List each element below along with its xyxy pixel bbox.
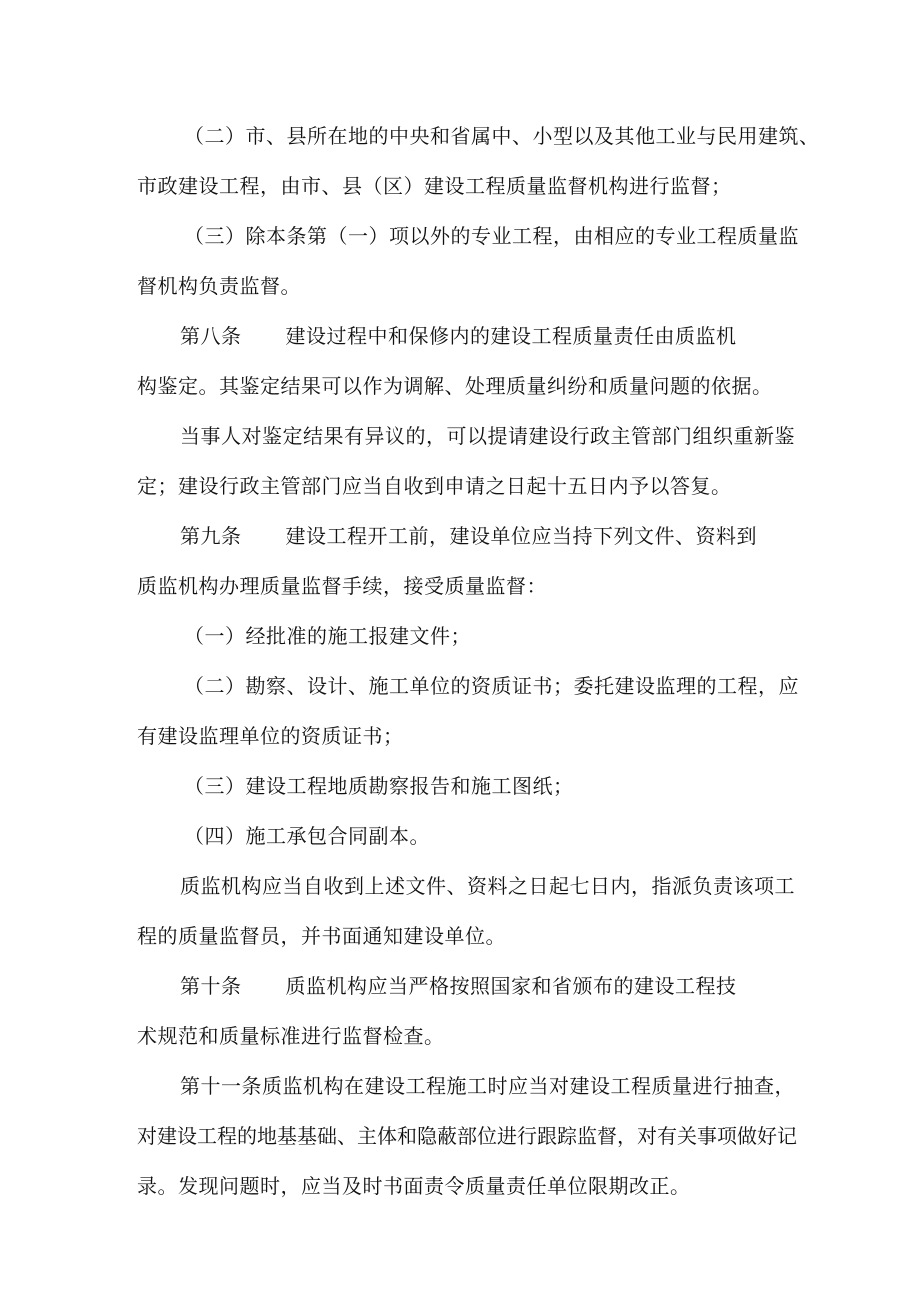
- paragraph-line: 程的质量监督员，并书面通知建设单位。: [137, 924, 506, 948]
- paragraph-line: 第十一条质监机构在建设工程施工时应当对建设工程质量进行抽查，: [180, 1074, 795, 1098]
- paragraph-line: 构鉴定。其鉴定结果可以作为调解、处理质量纠纷和质量问题的依据。: [137, 374, 773, 398]
- paragraph-line: （三）建设工程地质勘察报告和施工图纸；: [184, 774, 574, 798]
- paragraph-line: 质监机构应当自收到上述文件、资料之日起七日内，指派负责该项工: [180, 874, 795, 898]
- article-text: 建设过程中和保修内的建设工程质量责任由质监机: [285, 324, 737, 348]
- paragraph-line: （二）勘察、设计、施工单位的资质证书；委托建设监理的工程，应: [184, 674, 799, 698]
- article-text: 建设工程开工前，建设单位应当持下列文件、资料到: [285, 524, 757, 548]
- article-label: 第九条: [180, 524, 242, 548]
- article-line: [180, 524, 757, 548]
- paragraph-line: 对建设工程的地基基础、主体和隐蔽部位进行跟踪监督，对有关事项做好记: [137, 1124, 797, 1148]
- paragraph-line: （三）除本条第（一）项以外的专业工程，由相应的专业工程质量监: [184, 224, 799, 248]
- paragraph-line: （二）市、县所在地的中央和省属中、小型以及其他工业与民用建筑、: [184, 124, 820, 148]
- paragraph-line: 录。发现问题时，应当及时书面责令质量责任单位限期改正。: [137, 1174, 691, 1198]
- paragraph-line: 市政建设工程，由市、县（区）建设工程质量监督机构进行监督；: [137, 174, 732, 198]
- article-label: 第十条: [180, 974, 242, 998]
- paragraph-line: （四）施工承包合同副本。: [184, 824, 430, 848]
- article-line: [180, 974, 737, 998]
- paragraph-line: 当事人对鉴定结果有异议的，可以提请建设行政主管部门组织重新鉴: [180, 424, 795, 448]
- article-text: 质监机构应当严格按照国家和省颁布的建设工程技: [285, 974, 737, 998]
- article-label: 第八条: [180, 324, 242, 348]
- paragraph-line: 督机构负责监督。: [137, 274, 301, 298]
- paragraph-line: （一）经批准的施工报建文件；: [184, 624, 471, 648]
- paragraph-line: 术规范和质量标准进行监督检查。: [137, 1024, 445, 1048]
- article-line: [180, 324, 737, 348]
- paragraph-line: 有建设监理单位的资质证书；: [137, 724, 404, 748]
- paragraph-line: 质监机构办理质量监督手续，接受质量监督：: [137, 574, 547, 598]
- paragraph-line: 定；建设行政主管部门应当自收到申请之日起十五日内予以答复。: [137, 474, 732, 498]
